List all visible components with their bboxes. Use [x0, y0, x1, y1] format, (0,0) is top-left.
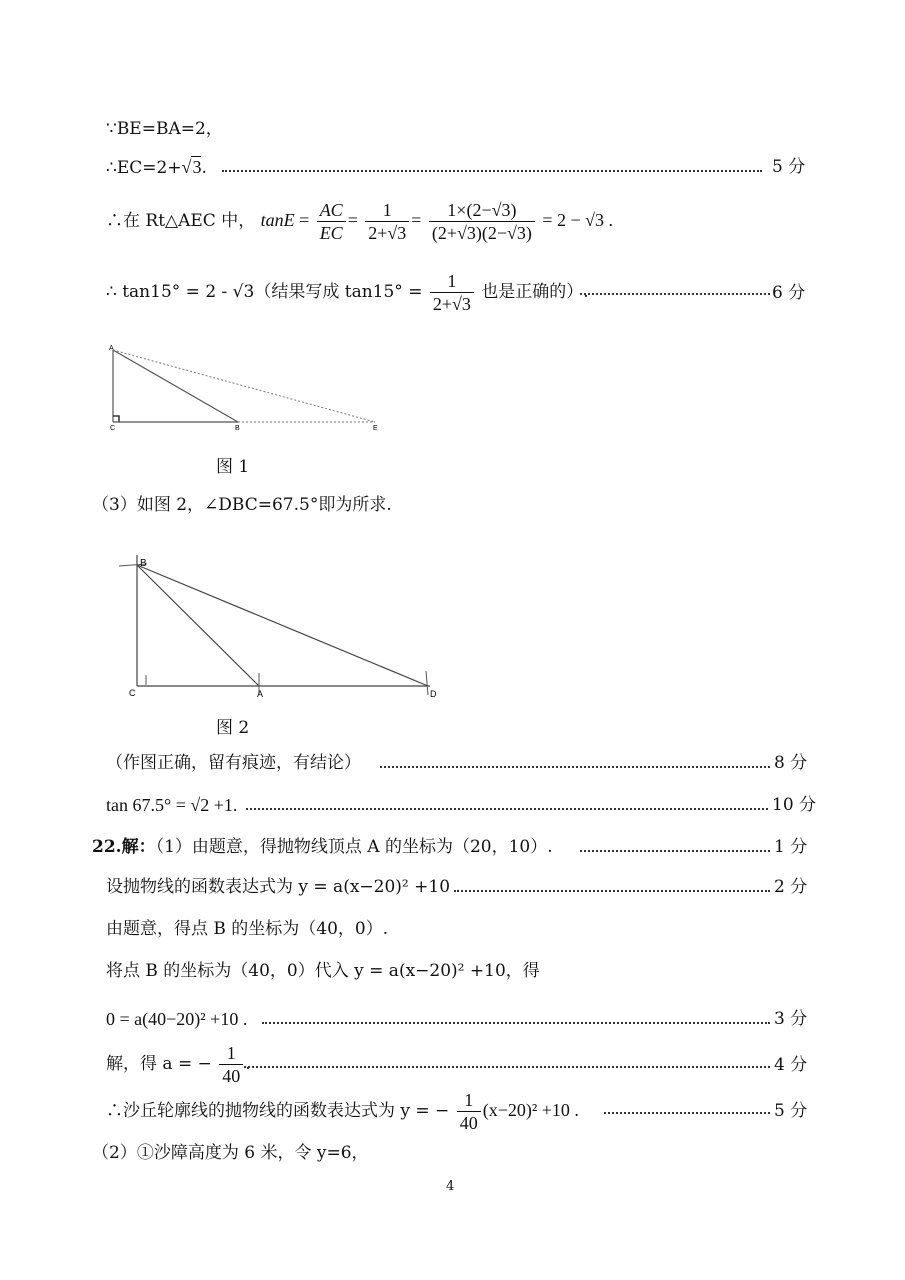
tan15-suffix: 也是正确的）. — [481, 282, 589, 302]
score-4: 4 分 — [774, 1055, 808, 1075]
leader-dots — [262, 1022, 770, 1024]
q22-part1-text: （1）由题意，得抛物线顶点 A 的坐标为（20，10）. — [155, 837, 553, 857]
line-set-parabola: 设抛物线的函数表达式为 y = a(x−20)² +10 . — [106, 877, 461, 897]
fraction-rationalize — [429, 199, 535, 244]
leader-dots — [222, 170, 762, 172]
line-part3: （3）如图 2，∠DBC=67.5°即为所求. — [92, 495, 392, 515]
leader-dots — [244, 1066, 770, 1068]
figure-2 — [115, 525, 455, 705]
fraction-final — [457, 1089, 481, 1134]
fig2-label-b: B — [140, 558, 147, 569]
score-5b: 5 分 — [774, 1101, 808, 1121]
fraction-a — [219, 1042, 243, 1087]
line-construction-note: （作图正确，留有痕迹，有结论） — [106, 753, 361, 773]
score-5: 5 分 — [772, 157, 806, 177]
line-point-b: 由题意，得点 B 的坐标为（40，0）. — [106, 919, 389, 939]
line-tan67: tan 67.5° = √2 +1. — [106, 795, 238, 815]
line-substitute: 将点 B 的坐标为（40，0）代入 y = a(x−20)² +10，得 — [106, 961, 540, 981]
line-parabola-final — [106, 1086, 579, 1135]
frac5-num: 1 — [226, 1043, 236, 1063]
fraction-1-over — [365, 199, 409, 244]
solve-a-text: 解，得 a = − — [106, 1054, 212, 1074]
score-10: 10 分 — [772, 795, 817, 815]
ec-period: . — [201, 158, 207, 178]
line-part2: （2）①沙障高度为 6 米，令 y=6， — [92, 1143, 369, 1163]
leader-dots — [580, 850, 770, 852]
frac3-den: (2+√3)(2−√3) — [429, 221, 535, 244]
score-2: 2 分 — [774, 877, 808, 897]
fig2-label-c: C — [129, 688, 136, 698]
fig2-label-a: A — [257, 689, 264, 699]
line-q22-1 — [92, 836, 553, 858]
leader-dots — [454, 890, 770, 892]
line-tan15 — [106, 268, 589, 316]
score-6: 6 分 — [772, 283, 806, 303]
line-ec: ∴EC=2+√3. — [106, 157, 207, 178]
score-3: 3 分 — [774, 1009, 808, 1029]
line-be-ba: ∵BE=BA=2， — [106, 119, 223, 139]
line-tan-e: ∴在 Rt△AEC 中， tanE = $\frac{AC}{EC}$ = $\frac{1}{2+√3}$ = $\frac{1\times(2-√3)}{(2+√3)(2-√3)}$ = 2 − √3 . — [106, 200, 613, 243]
ec-sqrt: 3 — [192, 157, 202, 177]
frac4-num: 1 — [447, 271, 457, 291]
tan15-text: ∴ tan15° = 2 - √3（结果写成 tan15° = — [106, 282, 423, 302]
frac2-den: 2+√3 — [365, 221, 409, 244]
line-solve-a — [106, 1040, 251, 1088]
leader-dots — [604, 1112, 770, 1114]
fraction-ac-ec — [317, 199, 346, 244]
final-text: ∴沙丘轮廓线的抛物线的函数表达式为 y = − — [106, 1101, 450, 1121]
ec-text: ∴EC=2+ — [106, 158, 182, 178]
frac6-den: 40 — [457, 1111, 481, 1134]
fig1-label-b: B — [235, 425, 240, 432]
page-number: 4 — [446, 1179, 455, 1194]
fig1-label-c: C — [110, 425, 116, 432]
score-8: 8 分 — [774, 753, 808, 773]
frac6-num: 1 — [464, 1090, 474, 1110]
q22-label: 22.解： — [92, 837, 156, 857]
final-suffix: (x−20)² +10 . — [482, 1100, 579, 1120]
leader-dots — [246, 808, 768, 810]
fig1-label-e: E — [373, 425, 378, 432]
leader-dots — [380, 766, 770, 768]
figure-1-caption: 图 1 — [216, 457, 250, 477]
figure-1 — [100, 340, 390, 440]
frac1-num: AC — [319, 200, 343, 220]
leader-dots — [580, 293, 770, 295]
frac4-den: 2+√3 — [430, 292, 474, 315]
frac1-den: EC — [317, 221, 346, 244]
fig2-label-d: D — [430, 689, 437, 699]
tan-e-result: = 2 − √3 . — [542, 210, 613, 230]
frac5-den: 40 — [219, 1064, 243, 1087]
solve-a-period: . — [245, 1054, 251, 1074]
frac2-num: 1 — [382, 200, 392, 220]
figure-2-caption: 图 2 — [216, 718, 250, 738]
score-1: 1 分 — [774, 837, 808, 857]
frac3-num: 1×(2−√3) — [447, 200, 517, 220]
fraction-tan15 — [430, 270, 474, 315]
in-rt-text: ∴在 Rt△AEC 中， — [106, 211, 256, 231]
fig1-label-a: A — [109, 345, 114, 352]
tan-e-label: tanE — [260, 210, 295, 230]
line-equation: 0 = a(40−20)² +10 . — [106, 1009, 248, 1029]
